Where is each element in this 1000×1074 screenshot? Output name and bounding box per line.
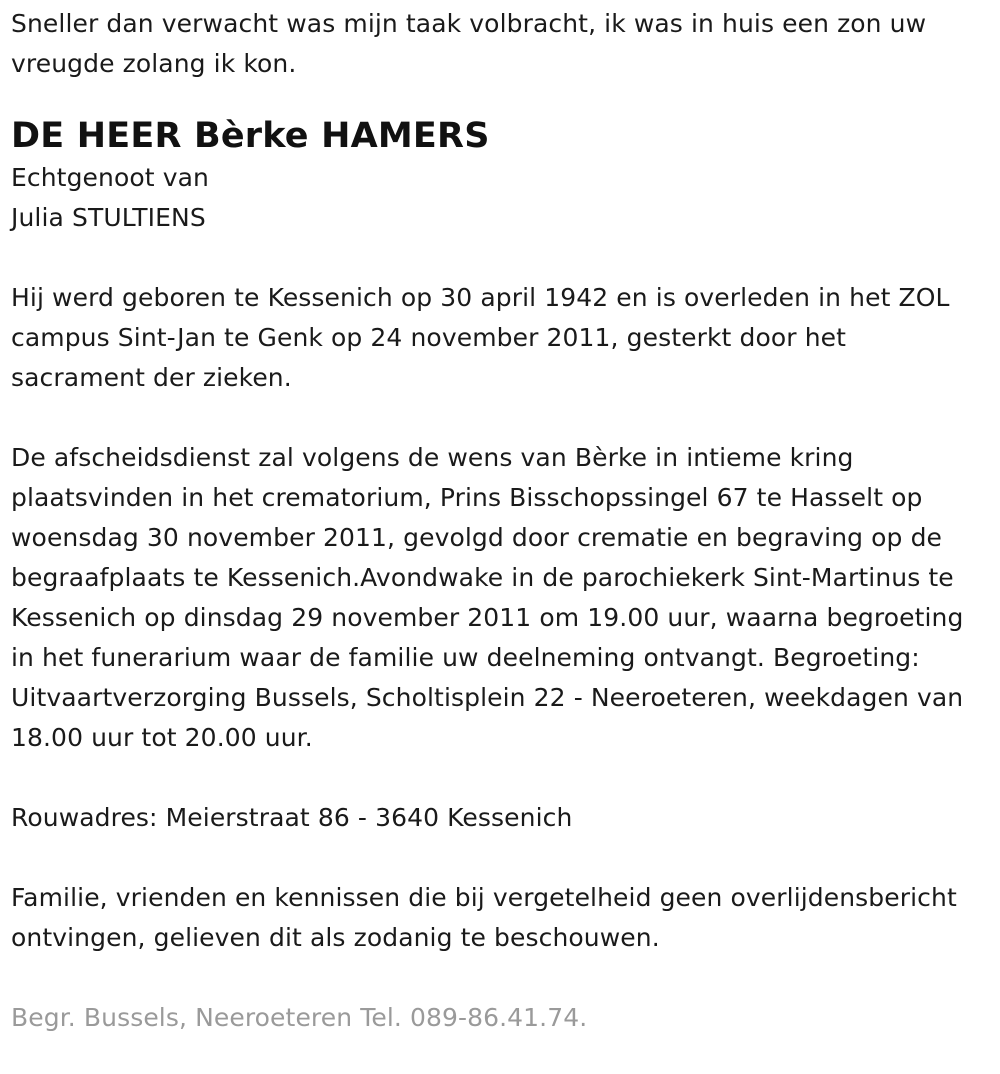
service-paragraph: De afscheidsdienst zal volgens de wens van Bèrke in intieme kring plaatsvinden in het crematorium, Prins Bisschopssingel 67 te Hasselt op woensdag 30 november 2011, gevolgd door crematie en begraving op de begraafplaats te Kessenich.Avondwake in de parochiekerk Sint-Martinus te Kessenich op dinsdag 29 november 2011 om 19.00 uur, waarna begroeting in het funerarium waar de familie uw deelneming ontvangt. Begroeting: Uitvaartverzorging Bussels, Scholtisplein 22 - Neeroeteren, weekdagen van 18.00 uur tot 20.00 uur.	[11, 443, 964, 752]
spouse-name: Julia STULTIENS	[11, 203, 206, 232]
notice-paragraph: Familie, vrienden en kennissen die bij vergetelheid geen overlijdensbericht ontvingen, gelieven dit als zodanig te beschouwen.	[11, 883, 957, 952]
obituary-document	[0, 4, 1000, 1074]
intro-quote: Sneller dan verwacht was mijn taak volbracht, ik was in huis een zon uw vreugde zolang ik kon.	[11, 9, 927, 78]
funeral-home-footer: Begr. Bussels, Neeroeteren Tel. 089-86.41.74.	[11, 1003, 588, 1032]
mourning-address: Rouwadres: Meierstraat 86 - 3640 Kessenich	[11, 803, 573, 832]
spouse-label: Echtgenoot van	[11, 163, 209, 192]
birth-death-paragraph: Hij werd geboren te Kessenich op 30 april 1942 en is overleden in het ZOL campus Sint-Jan te Genk op 24 november 2011, gesterkt door het sacrament der zieken.	[11, 283, 950, 392]
deceased-name: DE HEER Bèrke HAMERS	[11, 116, 490, 156]
